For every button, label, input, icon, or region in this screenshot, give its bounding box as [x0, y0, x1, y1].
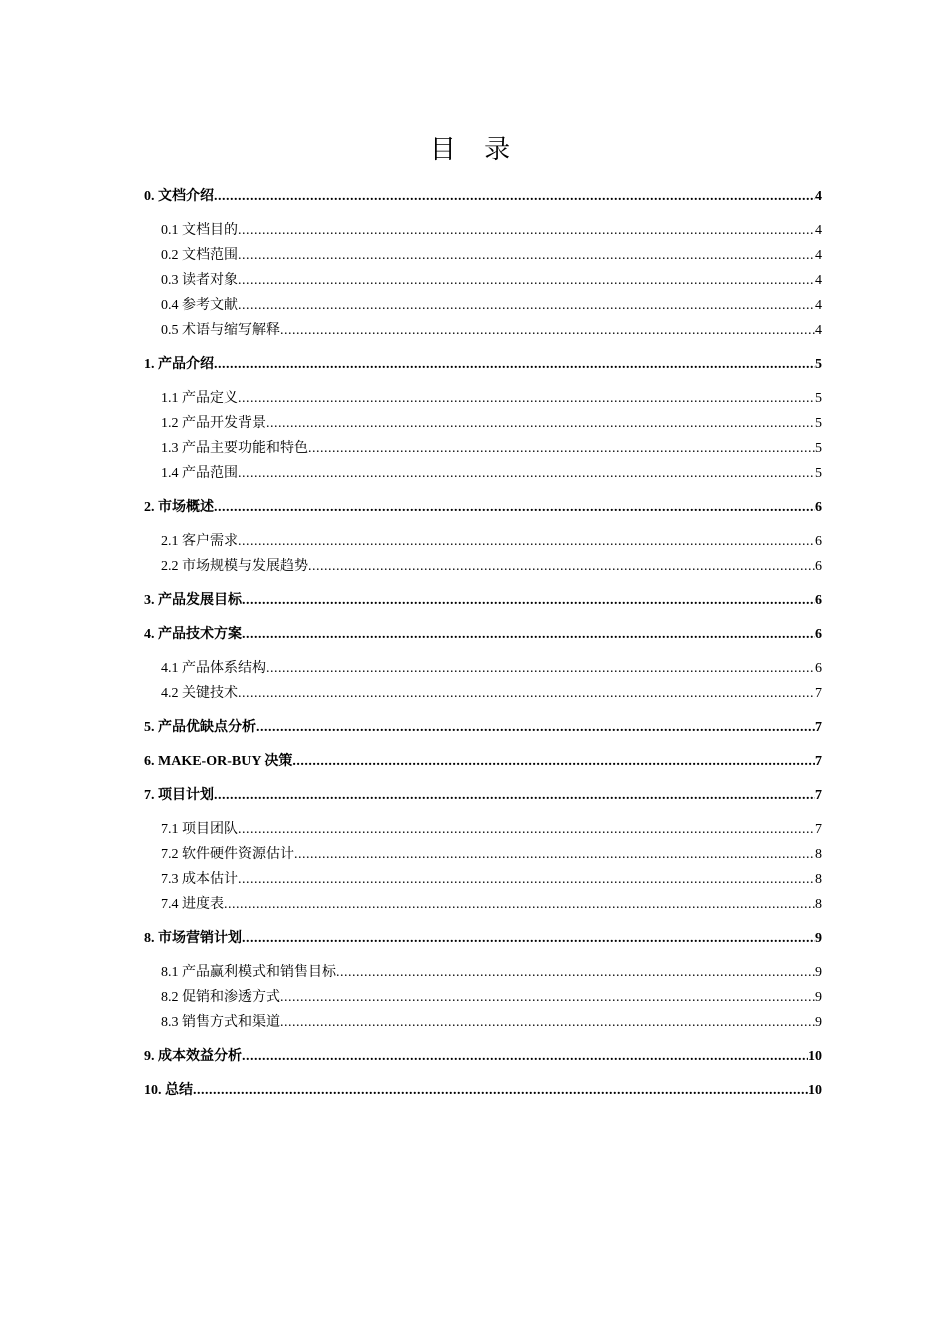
- toc-page-number: 10: [808, 1049, 822, 1064]
- toc-dot-leader: [308, 554, 815, 579]
- toc-dot-leader: [214, 352, 815, 377]
- toc-section-entry[interactable]: [144, 554, 822, 579]
- toc-entry-title: 9. 成本效益分析: [144, 1049, 242, 1064]
- toc-section-entry[interactable]: [144, 681, 822, 706]
- toc-page-number: 4: [815, 273, 822, 288]
- toc-section-entry[interactable]: [144, 243, 822, 268]
- toc-entry-title: 10. 总结: [144, 1083, 193, 1098]
- toc-dot-leader: [294, 842, 815, 867]
- toc-entry-title: 2.1 客户需求: [161, 534, 238, 549]
- toc-entry-title: 7.2 软件硬件资源估计: [161, 847, 294, 862]
- toc-chapter-entry[interactable]: [144, 495, 822, 520]
- toc-entry-title: 8.3 销售方式和渠道: [161, 1015, 280, 1030]
- toc-section-entry[interactable]: [144, 842, 822, 867]
- toc-entry-title: 1.3 产品主要功能和特色: [161, 441, 308, 456]
- toc-page-number: 6: [815, 661, 822, 676]
- toc-entry-title: 6. MAKE-OR-BUY 决策: [144, 754, 293, 769]
- toc-entry-title: 4. 产品技术方案: [144, 627, 242, 642]
- toc-page-number: 8: [815, 897, 822, 912]
- toc-entry-title: 2.2 市场规模与发展趋势: [161, 559, 308, 574]
- toc-dot-leader: [238, 386, 815, 411]
- toc-dot-leader: [266, 656, 815, 681]
- toc-chapter-entry[interactable]: [144, 588, 822, 613]
- toc-dot-leader: [238, 867, 815, 892]
- toc-page-number: 8: [815, 847, 822, 862]
- toc-page-number: 6: [815, 500, 822, 515]
- toc-chapter-entry[interactable]: [144, 749, 822, 774]
- toc-dot-leader: [238, 293, 815, 318]
- toc-page-number: 5: [815, 357, 822, 372]
- toc-dot-leader: [280, 985, 815, 1010]
- toc-entry-title: 7.3 成本估计: [161, 872, 238, 887]
- toc-entry-title: 0.4 参考文献: [161, 298, 238, 313]
- toc-dot-leader: [280, 1010, 815, 1035]
- toc-page-number: 4: [815, 223, 822, 238]
- toc-entry-title: 0.5 术语与缩写解释: [161, 323, 280, 338]
- toc-page-number: 9: [815, 1015, 822, 1030]
- toc-entry-title: 1.2 产品开发背景: [161, 416, 266, 431]
- toc-dot-leader: [238, 268, 815, 293]
- toc-section-entry[interactable]: [144, 867, 822, 892]
- toc-entry-title: 4.1 产品体系结构: [161, 661, 266, 676]
- toc-entry-title: 1.1 产品定义: [161, 391, 238, 406]
- toc-entry-title: 7.4 进度表: [161, 897, 224, 912]
- toc-dot-leader: [242, 1044, 808, 1069]
- toc-entry-title: 3. 产品发展目标: [144, 593, 242, 608]
- toc-page-number: 5: [815, 466, 822, 481]
- toc-dot-leader: [242, 926, 815, 951]
- toc-section-entry[interactable]: [144, 817, 822, 842]
- toc-dot-leader: [242, 588, 815, 613]
- toc-dot-leader: [242, 622, 815, 647]
- toc-dot-leader: [266, 411, 815, 436]
- toc-chapter-entry[interactable]: [144, 1044, 822, 1069]
- toc-chapter-entry[interactable]: [144, 184, 822, 209]
- toc-dot-leader: [238, 529, 815, 554]
- toc-entry-title: 4.2 关键技术: [161, 686, 238, 701]
- toc-page-number: 4: [815, 189, 822, 204]
- toc-dot-leader: [238, 243, 815, 268]
- toc-entry-title: 7. 项目计划: [144, 788, 214, 803]
- toc-entry-title: 0.2 文档范围: [161, 248, 238, 263]
- toc-page-number: 7: [815, 788, 822, 803]
- toc-page-number: 5: [815, 391, 822, 406]
- toc-entry-title: 0.1 文档目的: [161, 223, 238, 238]
- toc-section-entry[interactable]: [144, 892, 822, 917]
- toc-entry-title: 2. 市场概述: [144, 500, 214, 515]
- toc-chapter-entry[interactable]: [144, 715, 822, 740]
- toc-entry-title: 0. 文档介绍: [144, 189, 214, 204]
- toc-entry-title: 0.3 读者对象: [161, 273, 238, 288]
- toc-dot-leader: [238, 817, 815, 842]
- toc-section-entry[interactable]: [144, 268, 822, 293]
- toc-section-entry[interactable]: [144, 656, 822, 681]
- toc-section-entry[interactable]: [144, 293, 822, 318]
- toc-section-entry[interactable]: [144, 218, 822, 243]
- toc-section-entry[interactable]: [144, 960, 822, 985]
- toc-section-entry[interactable]: [144, 985, 822, 1010]
- toc-dot-leader: [193, 1078, 808, 1103]
- toc-entry-title: 8.2 促销和渗透方式: [161, 990, 280, 1005]
- toc-dot-leader: [214, 495, 815, 520]
- toc-section-entry[interactable]: [144, 436, 822, 461]
- toc-page-number: 5: [815, 441, 822, 456]
- toc-page-number: 6: [815, 593, 822, 608]
- toc-dot-leader: [238, 218, 815, 243]
- toc-entry-title: 1.4 产品范围: [161, 466, 238, 481]
- toc-section-entry[interactable]: [144, 1010, 822, 1035]
- toc-chapter-entry[interactable]: [144, 926, 822, 951]
- toc-page-number: 6: [815, 559, 822, 574]
- toc-section-entry[interactable]: [144, 318, 822, 343]
- toc-page-number: 4: [815, 248, 822, 263]
- toc-entry-title: 5. 产品优缺点分析: [144, 720, 256, 735]
- toc-entry-title: 7.1 项目团队: [161, 822, 238, 837]
- toc-dot-leader: [292, 749, 815, 774]
- toc-section-entry[interactable]: [144, 386, 822, 411]
- toc-dot-leader: [308, 436, 815, 461]
- toc-page-number: 7: [815, 754, 822, 769]
- toc-page-number: 9: [815, 965, 822, 980]
- toc-page-number: 7: [815, 720, 822, 735]
- toc-dot-leader: [256, 715, 815, 740]
- toc-page-number: 6: [815, 627, 822, 642]
- toc-entry-title: 1. 产品介绍: [144, 357, 214, 372]
- toc-chapter-entry[interactable]: [144, 622, 822, 647]
- toc-page-number: 9: [815, 990, 822, 1005]
- toc-dot-leader: [214, 184, 815, 209]
- toc-dot-leader: [280, 318, 815, 343]
- toc-dot-leader: [224, 892, 815, 917]
- toc-page-number: 4: [815, 323, 822, 338]
- toc-entry-title: 8.1 产品赢利模式和销售目标: [161, 965, 336, 980]
- toc-page-number: 4: [815, 298, 822, 313]
- toc-page-number: 5: [815, 416, 822, 431]
- page-title: 目 录: [429, 135, 521, 165]
- toc-page-number: 9: [815, 931, 822, 946]
- toc-page-number: 6: [815, 534, 822, 549]
- toc-entry-title: 8. 市场营销计划: [144, 931, 242, 946]
- toc-dot-leader: [238, 681, 815, 706]
- toc-section-entry[interactable]: [144, 411, 822, 436]
- toc-chapter-entry[interactable]: [144, 352, 822, 377]
- toc-chapter-entry[interactable]: [144, 783, 822, 808]
- toc-page-number: 7: [815, 822, 822, 837]
- toc-chapter-entry[interactable]: [144, 1078, 822, 1103]
- toc-dot-leader: [238, 461, 815, 486]
- toc-section-entry[interactable]: [144, 461, 822, 486]
- toc-dot-leader: [214, 783, 815, 808]
- toc-page-number: 8: [815, 872, 822, 887]
- toc-dot-leader: [336, 960, 815, 985]
- toc-page-number: 10: [808, 1083, 822, 1098]
- table-of-contents: [144, 184, 822, 1103]
- toc-page-number: 7: [815, 686, 822, 701]
- toc-section-entry[interactable]: [144, 529, 822, 554]
